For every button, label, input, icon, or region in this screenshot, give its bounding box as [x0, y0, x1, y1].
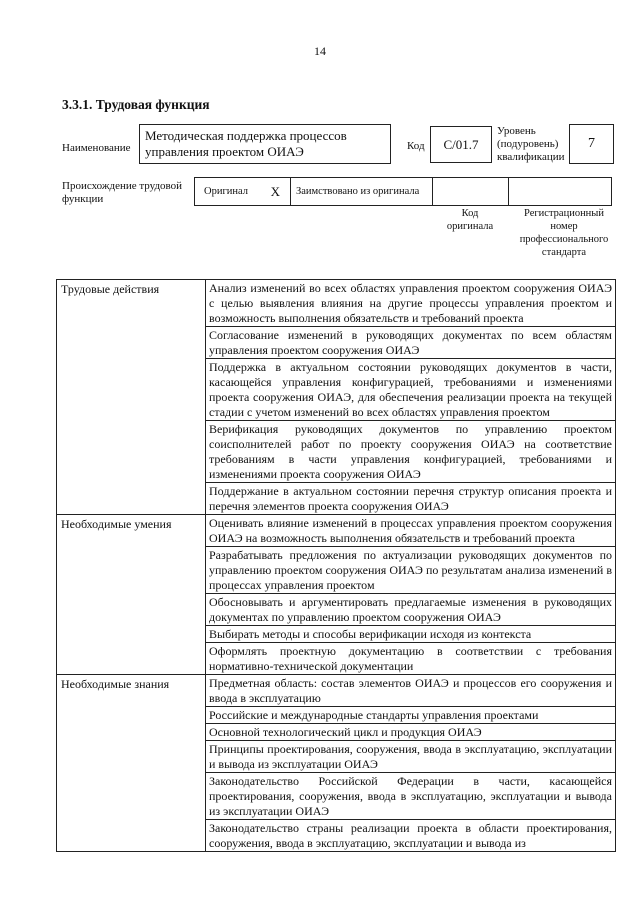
list-item: Оценивать влияние изменений в процессах управления проектом сооружения ОИАЭ на возможность выполнения обязательств и требований проекта: [206, 515, 615, 547]
list-item: Поддержание в актуальном состоянии перечня структур описания проекта и перечня элементов проекта сооружения ОИАЭ: [209, 484, 612, 513]
code-label: Код: [407, 140, 425, 152]
section-title: 3.3.1. Трудовая функция: [62, 97, 210, 112]
list-item: Выбирать методы и способы верификации исходя из контекста: [206, 626, 615, 643]
list-item: Верификация руководящих документов по управлению проектом соисполнителей работ по проекту сооружения ОИАЭ на соответствие требованиям в части управления конфигурацией, требованиями и изменениями проекта сооружения ОИАЭ: [206, 421, 615, 483]
reg-number-label: Регистрационный номер профессионального стандарта: [519, 208, 609, 258]
origin-label: Происхождение трудовой функции: [62, 180, 183, 205]
list-item: Основной технологический цикл и продукция ОИАЭ: [206, 724, 615, 741]
table-row: [57, 675, 616, 852]
page-number: 14: [314, 44, 326, 58]
list-item: Предметная область: состав элементов ОИАЭ и процессов его сооружения и ввода в эксплуатацию: [206, 675, 615, 707]
function-name-box: Методическая поддержка процессов управления проектом ОИАЭ: [139, 124, 391, 164]
list-item: Анализ изменений во всех областях управления проектом сооружения ОИАЭ с целью выявления влияния на другие процессы управления проектом и возможность выполнения обязательств и требований проекта: [206, 280, 615, 327]
borrowed-label: Заимствовано из оригинала: [296, 186, 420, 197]
original-mark: X: [270, 183, 280, 199]
reg-number-cell: [509, 177, 612, 206]
section-items: [206, 280, 616, 515]
level-label: Уровень (подуровень) квалификации: [497, 125, 565, 163]
function-code-box: C/01.7: [430, 126, 492, 163]
list-item: Российские и международные стандарты управления проектами: [206, 707, 615, 724]
table-row: [57, 280, 616, 515]
list-item: Принципы проектирования, сооружения, ввода в эксплуатацию, эксплуатации и вывода из эксплуатации ОИАЭ: [206, 741, 615, 773]
list-item: Согласование изменений в руководящих документах по всем областям управления проектом сооружения ОИАЭ: [206, 327, 615, 359]
list-item: Поддержка в актуальном состоянии руководящих документов в части, касающейся управления конфигурацией, требованиями и изменениями проекта сооружения ОИАЭ, для обеспечения реализации проекта на текущей стадии с учетом изменений во всех областях управления проектом: [206, 359, 615, 421]
list-item: Разрабатывать предложения по актуализации руководящих документов по управлению проектом сооружения ОИАЭ по результатам анализа изменений в процессах управления проектом: [206, 547, 615, 594]
borrowed-cell: [291, 177, 433, 206]
original-cell: [194, 177, 291, 206]
original-label: Оригинал: [204, 186, 248, 197]
qualification-level-box: 7: [569, 124, 614, 164]
code-original-cell: [433, 177, 509, 206]
code-original-label: Код оригинала: [446, 208, 494, 232]
table-row: [57, 515, 616, 675]
section-title-knowledge: Необходимые знания: [57, 675, 206, 852]
origin-row: [194, 177, 612, 206]
list-item: Законодательство страны реализации проекта в области проектирования, сооружения, ввода в эксплуатацию, эксплуатации и вывода из: [209, 821, 612, 850]
list-item: Обосновывать и аргументировать предлагаемые изменения в руководящих документах по управлению проектом сооружения ОИАЭ: [206, 594, 615, 626]
function-details-table: [56, 279, 616, 852]
section-items: [206, 515, 616, 675]
name-label: Наименование: [62, 142, 131, 154]
section-title-labor-actions: Трудовые действия: [57, 280, 206, 515]
list-item: Законодательство Российской Федерации в части, касающейся проектирования, сооружения, ввода в эксплуатацию, эксплуатации и вывода из эксплуатации ОИАЭ: [206, 773, 615, 820]
section-title-skills: Необходимые умения: [57, 515, 206, 675]
list-item: Оформлять проектную документацию в соответствии с требования нормативно-технической документации: [209, 644, 612, 673]
section-items: [206, 675, 616, 852]
